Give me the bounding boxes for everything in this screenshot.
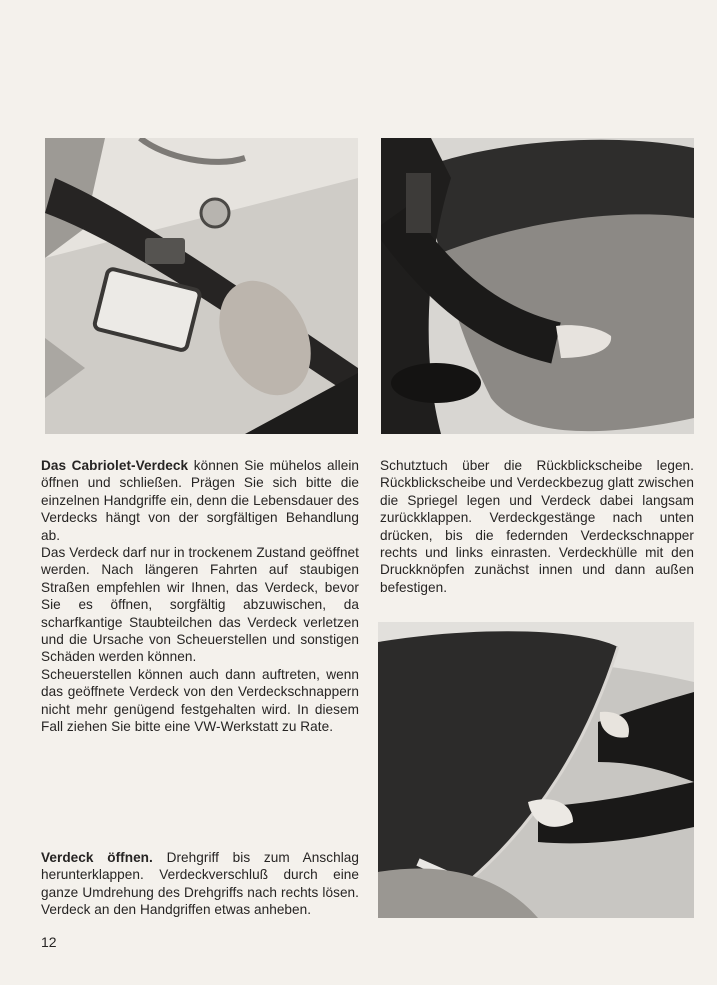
photo-protective-cloth — [381, 138, 694, 434]
paragraph-dry-condition: Das Verdeck darf nur in trockenem Zustand geöffnet werden. Nach längeren Fahrten auf staubigen Straßen empfehlen wir Ihnen, das Verdeck, bevor Sie es öffnen, sorgfältig abzuwischen, da scharfkantige Staubteilchen das Verdeck verletzen und die Ursache von Scheuerstellen und sonstigen Schäden werden können. — [41, 545, 359, 665]
page-number: 12 — [41, 934, 57, 950]
heading-cabriolet-top: Das Cabriolet-Verdeck — [41, 458, 189, 473]
left-column-text — [41, 457, 359, 736]
open-roof-section — [41, 849, 359, 919]
open-roof-text: Drehgriff bis zum Anschlag herunterklappen. Verdeckverschluß durch eine ganze Umdrehung des Drehgriffs nach rechts lösen. Verdeck an den Handgriffen etwas anheben. — [41, 850, 359, 918]
photo-roof-latch — [45, 138, 358, 434]
right-column-text — [380, 457, 694, 596]
paragraph-open-roof — [41, 849, 359, 919]
intro-text: können Sie mühelos allein öffnen und schließen. Prägen Sie sich bitte die einzelnen Handgriffe ein, denn die Lebensdauer des Verdecks hängt von der sorgfältigen Behandlung ab. — [41, 458, 360, 543]
paragraph-intro — [41, 457, 359, 544]
paragraph-chafe-marks: Scheuerstellen können auch dann auftreten, wenn das geöffnete Verdeck von den Verdeckschnappern nicht mehr genügend festgehalten wird. In diesem Fall ziehen Sie bitte eine VW-Werkstatt zu Rate. — [41, 666, 359, 735]
paragraph-protective-cloth: Schutztuch über die Rückblickscheibe legen. Rückblickscheibe und Verdeckbezug glatt zwischen die Spriegel legen und Verdeck dabei langsam zurückklappen. Verdeckgestänge nach unten drücken, bis die federnden Verdeckschnapper rechts und links einrasten. Verdeckhülle mit den Druckknöpfen zunächst innen und dann außen befestigen. — [380, 458, 694, 595]
heading-open-roof: Verdeck öffnen. — [41, 850, 153, 865]
photo-hood-cover — [378, 622, 694, 918]
